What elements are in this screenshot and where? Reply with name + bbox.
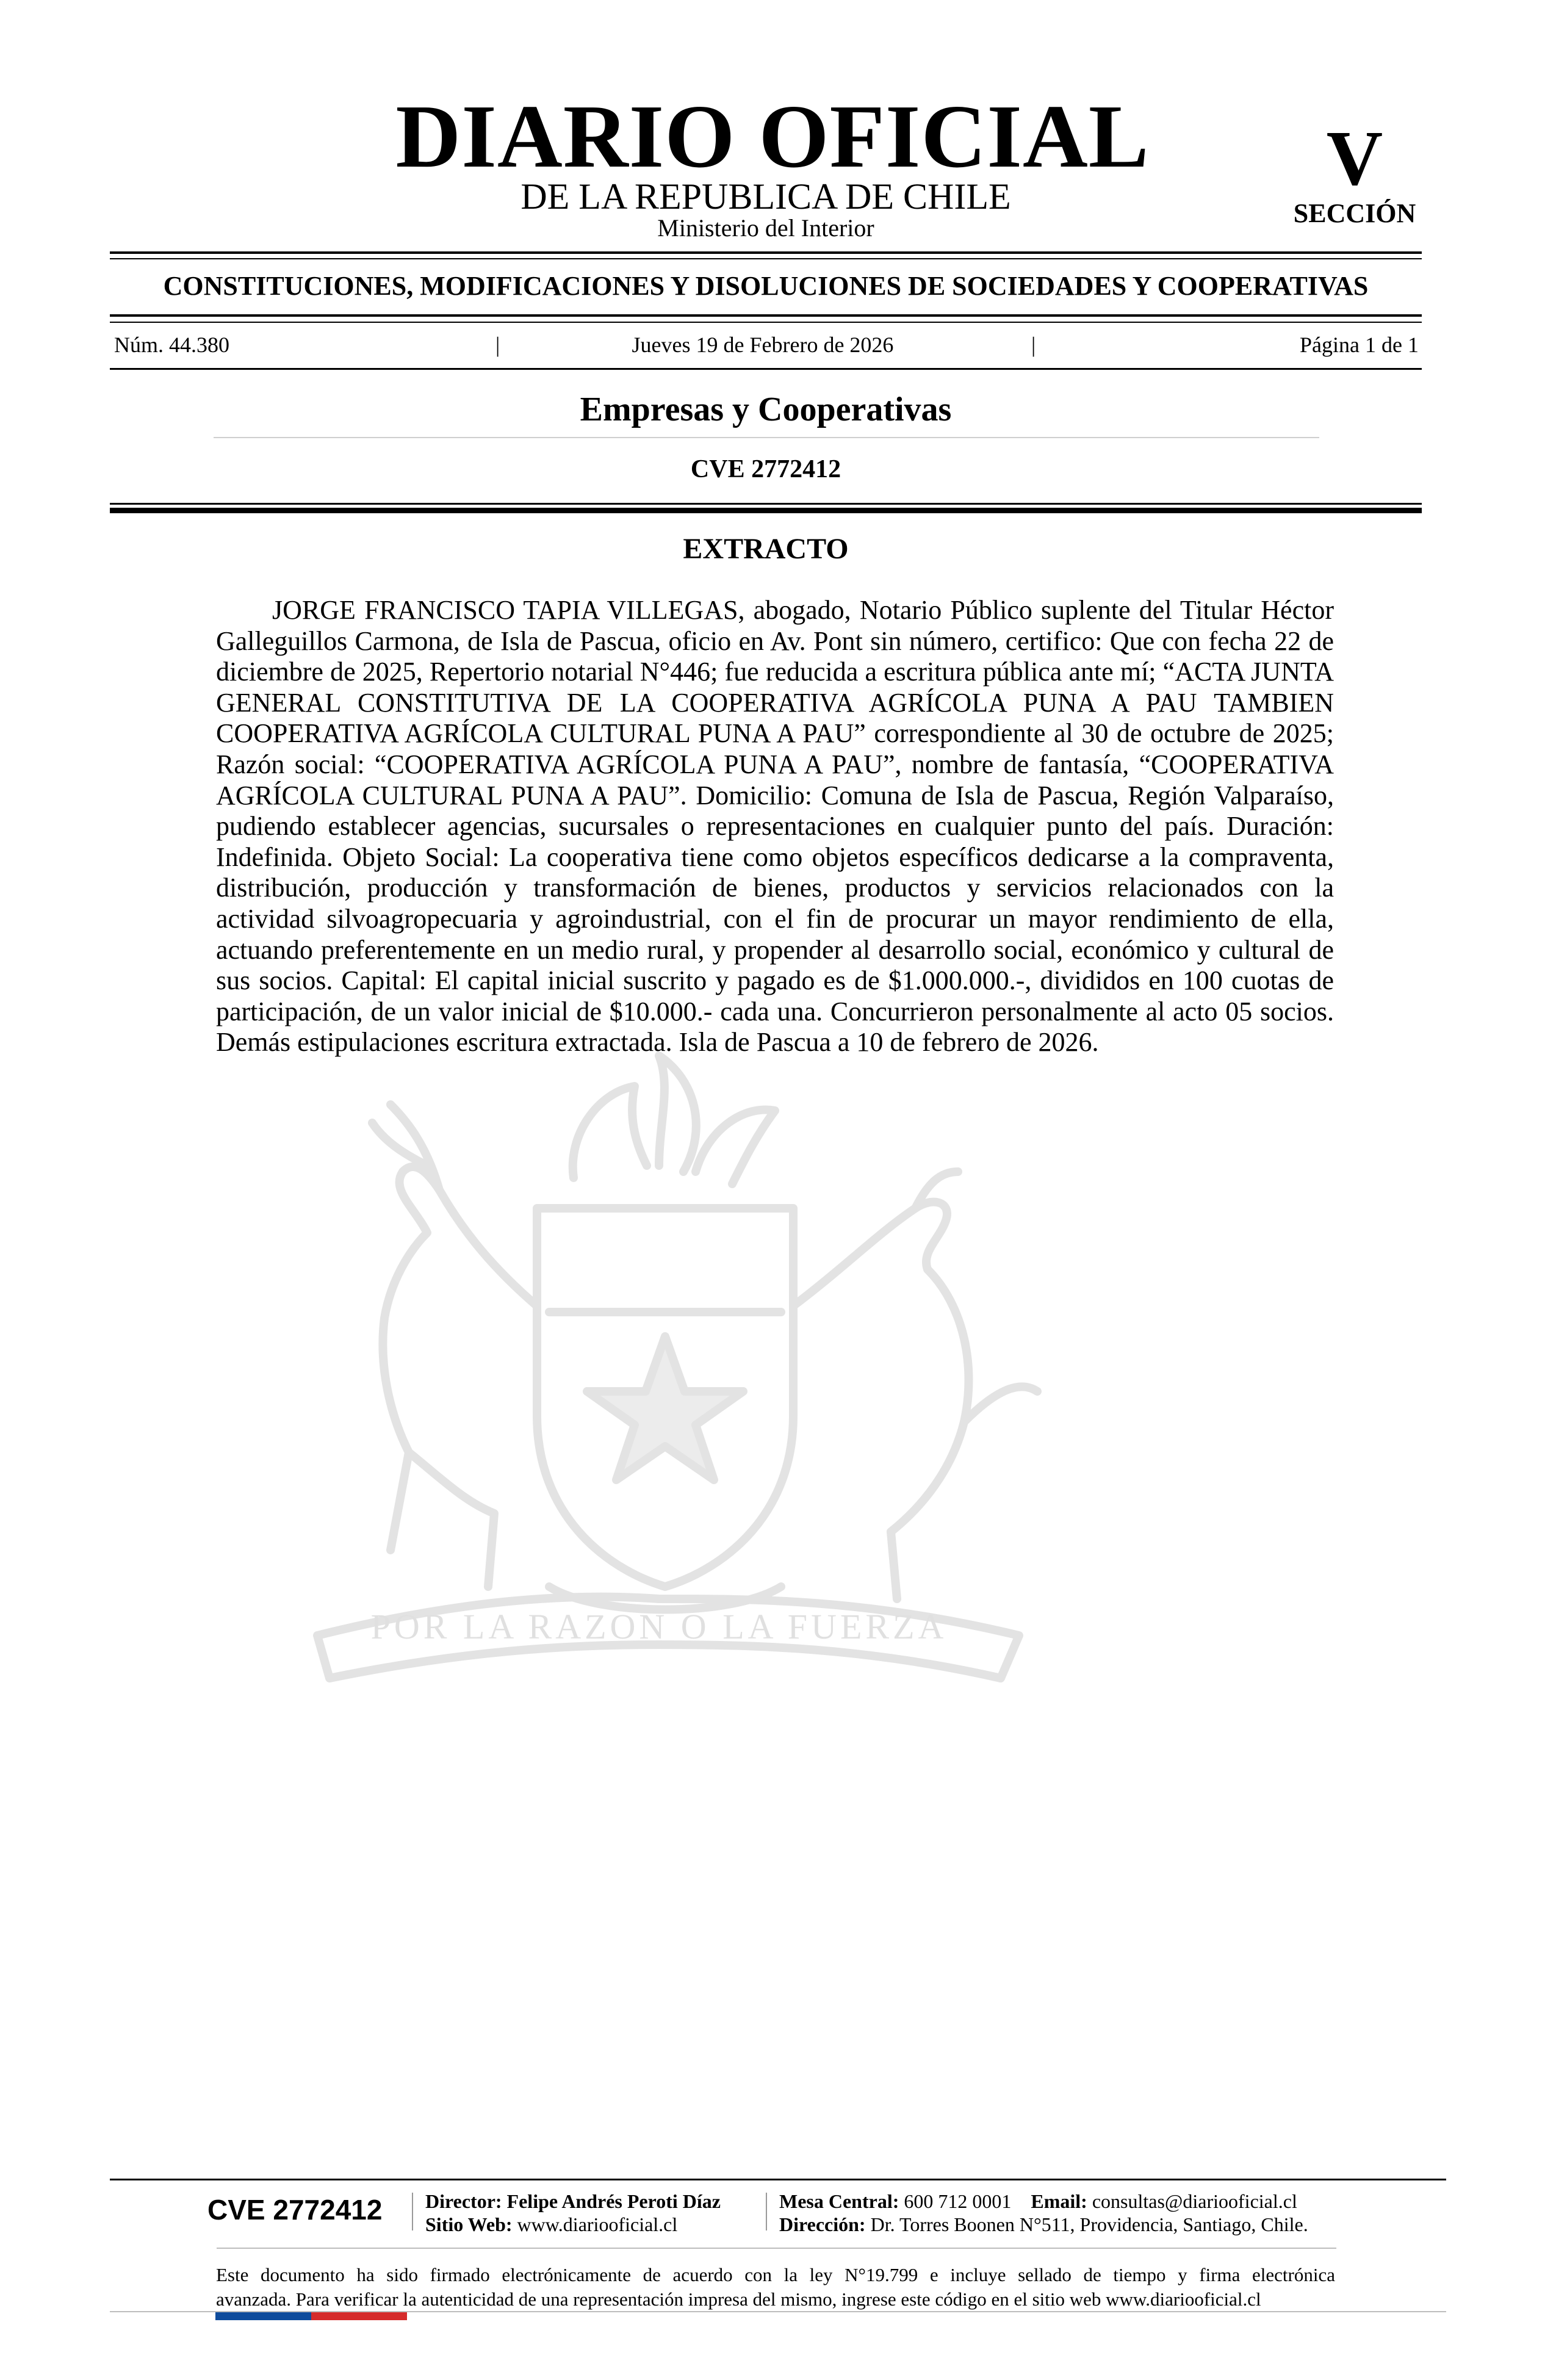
category-rule-thin — [110, 322, 1422, 323]
flag-stripe-blue — [215, 2312, 311, 2320]
footer-divider — [766, 2193, 767, 2230]
cve-rule-thick — [110, 508, 1422, 513]
email-link[interactable]: consultas@diariooficial.cl — [1092, 2190, 1297, 2212]
document-body — [216, 595, 1334, 1058]
cve-code: CVE 2772412 — [690, 455, 841, 483]
category-rule — [110, 314, 1422, 317]
masthead-rule — [110, 251, 1422, 254]
website-link[interactable]: www.diariooficial.cl — [517, 2213, 678, 2235]
footer-divider — [412, 2193, 413, 2230]
footer-legal-rule — [217, 2248, 1336, 2249]
section-heading-rule — [214, 437, 1319, 438]
page-indicator: Página 1 de 1 — [1300, 333, 1419, 357]
issue-rule — [110, 368, 1422, 370]
footer-contact: Mesa Central: 600 712 0001 Email: consultas@diariooficial.cl — [779, 2190, 1297, 2212]
legal-line: avanzada. Para verificar la autenticidad de una representación impresa del mismo, ingrese este código en el sitio web www.diariooficial.cl — [216, 2288, 1261, 2310]
legal-notice — [216, 2263, 1335, 2312]
issue-separator: | — [495, 333, 500, 357]
footer-website: Sitio Web: www.diariooficial.cl — [425, 2213, 678, 2235]
footer-cve-code: CVE 2772412 — [207, 2194, 383, 2226]
footer-address: Dirección: Dr. Torres Boonen N°511, Providencia, Santiago, Chile. — [779, 2213, 1308, 2235]
newspaper-subtitle: DE LA REPUBLICA DE CHILE — [520, 176, 1011, 217]
masthead-rule-thin — [110, 258, 1422, 259]
extract-paragraph: JORGE FRANCISCO TAPIA VILLEGAS, abogado, Notario Público suplente del Titular Héctor Galleguillos Carmona, de Isla de Pascua, oficio en Av. Pont sin número, certifico: Que con fecha 22 de diciembre de 2025, Repertorio notarial N°446; fue reducida a escritura pública ante mí; “ACTA JUNTA GENERAL CONSTITUTIVA DE LA COOPERATIVA AGRÍCOLA PUNA A PAU TAMBIEN COOPERATIVA AGRÍCOLA CULTURAL PUNA A PAU” correspondiente al 30 de octubre de 2025; Razón social: “COOPERATIVA AGRÍCOLA PUNA A PAU”, nombre de fantasía, “COOPERATIVA AGRÍCOLA CULTURAL PUNA A PAU”. Domicilio: Comuna de Isla de Pascua, Región Valparaíso, pudiendo establecer agencias, sucursales o representaciones en cualquier punto del país. Duración: Indefinida. Objeto Social: La cooperativa tiene como objetos específicos dedicarse a la compraventa, distribución, producción y transformación de bienes, productos y servicios relacionados con la actividad silvoagropecuaria y agroindustrial, con el fin de procurar un mayor rendimiento de ella, actuando preferentemente en un medio rural, y propender al desarrollo social, económico y cultural de sus socios. Capital: El capital inicial suscrito y pagado es de $1.000.000.-, divididos en 100 cuotas de participación, de un valor inicial de $10.000.- cada una. Concurrieron personalmente al acto 05 socios. Demás estipulaciones escritura extractada. Isla de Pascua a 10 de febrero de 2026. — [216, 595, 1334, 1058]
ministry-label: Ministerio del Interior — [657, 214, 874, 242]
issue-number: Núm. 44.380 — [114, 333, 229, 357]
watermark-motto: POR LA RAZON O LA FUERZA — [370, 1607, 948, 1646]
section-letter: V — [1326, 115, 1383, 201]
issue-date: Jueves 19 de Febrero de 2026 — [632, 333, 894, 357]
section-heading: Empresas y Cooperativas — [580, 391, 952, 428]
footer-director: Director: Felipe Andrés Peroti Díaz — [425, 2190, 721, 2212]
footer-rule — [110, 2179, 1446, 2180]
document-heading: EXTRACTO — [683, 533, 849, 565]
flag-stripe-red — [311, 2312, 407, 2320]
legal-line: Este documento ha sido firmado electrónicamente de acuerdo con la ley N°19.799 e incluye sellado de tiempo y firma electrónica — [216, 2264, 1335, 2285]
section-word: SECCIÓN — [1293, 198, 1416, 228]
issue-separator: | — [1031, 333, 1036, 357]
category-heading: CONSTITUCIONES, MODIFICACIONES Y DISOLUCIONES DE SOCIEDADES Y COOPERATIVAS — [163, 271, 1369, 301]
cve-rule-thin — [110, 503, 1422, 505]
newspaper-title: DIARIO OFICIAL — [395, 87, 1150, 187]
coat-of-arms-watermark — [207, 1050, 1111, 1733]
